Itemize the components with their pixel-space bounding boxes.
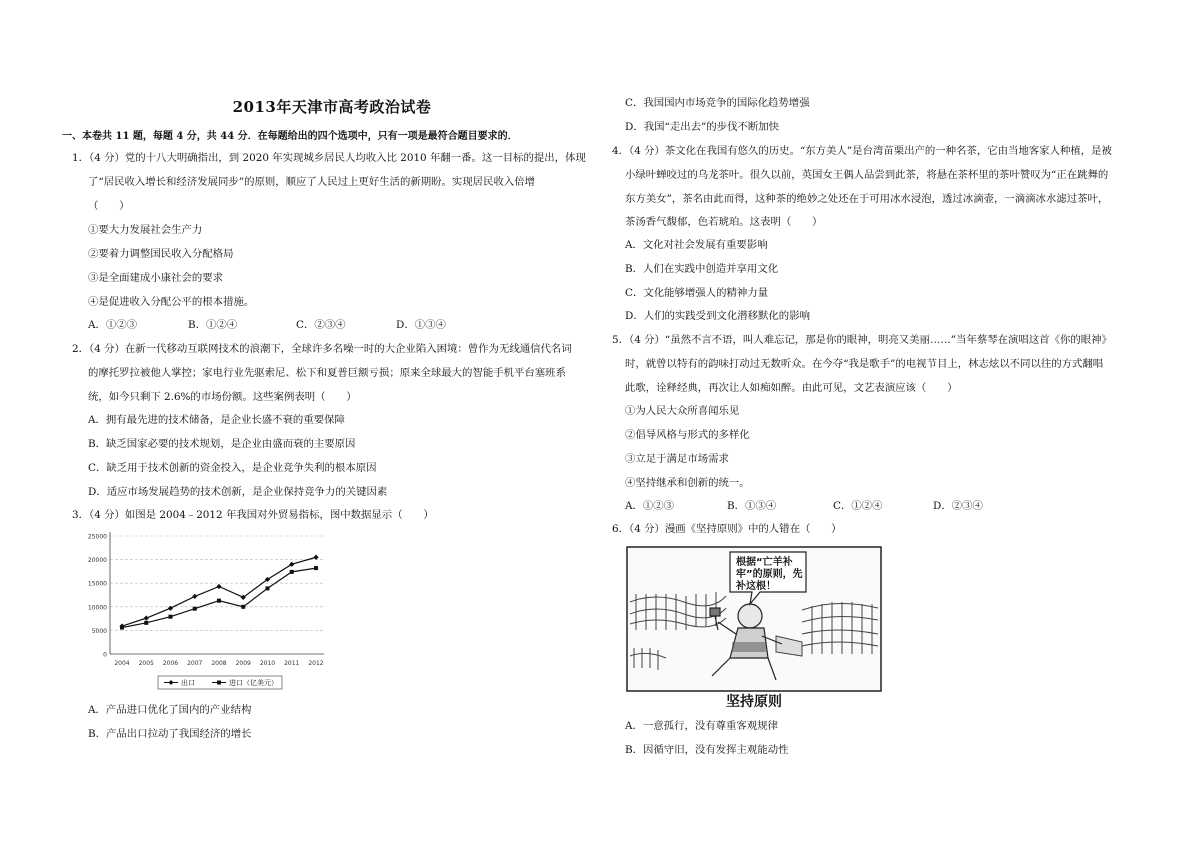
trade-chart: [82, 530, 332, 698]
data-point: [193, 607, 197, 611]
q4-option-d[interactable]: D．人们的实践受到文化潜移默化的影响: [625, 310, 810, 322]
q1-item-3: ③是全面建成小康社会的要求: [88, 272, 224, 284]
data-point: [241, 605, 245, 609]
legend-label: 出口: [181, 679, 195, 687]
q1-stem-line-1: 1．（4 分）党的十八大明确指出，到 2020 年实现城乡居民人均收入比 2010 年翻一番。这一目标的提出，体现: [72, 152, 586, 164]
y-tick-label: 25000: [87, 533, 107, 541]
data-point: [168, 606, 173, 611]
data-point: [120, 626, 124, 630]
x-tick-label: 2008: [211, 660, 227, 667]
trade-chart-svg: [82, 530, 332, 698]
q3-option-b[interactable]: B．产品出口拉动了我国经济的增长: [88, 728, 252, 740]
q2-stem-line-1: 2．（4 分）在新一代移动互联网技术的浪潮下，全球许多名噪一时的大企业陷入困境：曾作为无线通信代名词: [72, 343, 572, 355]
q1-option-a[interactable]: A．①②③: [88, 319, 138, 331]
section-instruction: 一、本卷共 11 题，每题 4 分，共 44 分．在每题给出的四个选项中，只有一项是最符合题目要求的．: [62, 131, 518, 142]
q6-stem: 6．（4 分）漫画《坚持原则》中的人错在（ ）: [612, 523, 842, 535]
q6-option-a[interactable]: A．一意孤行，没有尊重客观规律: [625, 720, 778, 732]
y-tick-label: 10000: [87, 604, 107, 612]
q1-option-b[interactable]: B．①②④: [188, 319, 238, 331]
q5-stem-line-3: 此歌，诠释经典，再次让人如痴如醉。由此可见，文艺表演应该（ ）: [625, 382, 958, 394]
y-tick-label: 0: [103, 651, 107, 659]
q1-item-4: ④是促进收入分配公平的根本措施。: [88, 296, 255, 308]
q4-option-b[interactable]: B．人们在实践中创造并享用文化: [625, 263, 779, 275]
legend-marker: [217, 681, 221, 685]
q3-option-c[interactable]: C．我国国内市场竞争的国际化趋势增强: [625, 97, 810, 109]
series-line: [122, 557, 316, 626]
q1-item-2: ②要着力调整国民收入分配格局: [88, 248, 234, 260]
page-title: 2013年天津市高考政治试卷: [232, 98, 432, 116]
q2-stem-line-3: 统，如今只剩下 2.6%的市场份额。这些案例表明（ ）: [88, 391, 357, 403]
q3-option-d[interactable]: D．我国“走出去”的步伐不断加快: [625, 121, 780, 133]
x-tick-label: 2011: [284, 660, 300, 667]
series-line: [122, 568, 316, 627]
data-point: [192, 594, 197, 599]
q4-stem-line-2: 小绿叶蝉咬过的乌龙茶叶。很久以前，英国女王偶人品尝到此茶，将悬在茶杯里的茶叶赞叹为“正在跳舞的: [625, 169, 1109, 181]
q5-item-4: ④坚持继承和创新的统一。: [625, 477, 750, 489]
cartoon-speech-line-3: 补这根！: [736, 581, 776, 592]
q4-stem-line-3: 东方美女”，茶名由此而得，这种茶的绝妙之处还在于可用冰水浸泡，透过冰滴壶，一滴滴冰水滤过茶叶，: [625, 193, 1109, 205]
cartoon-image: [626, 546, 882, 710]
q5-option-c[interactable]: C．①②④: [833, 500, 883, 512]
q6-option-b[interactable]: B．因循守旧，没有发挥主观能动性: [625, 744, 789, 756]
y-tick-label: 20000: [87, 557, 107, 565]
q5-option-a[interactable]: A．①②③: [625, 500, 675, 512]
cartoon-svg: [626, 546, 882, 710]
q1-stem-line-2: 了“居民收入增长和经济发展同步”的原则，顺应了人民过上更好生活的新期盼。实现居民收入倍增: [88, 176, 536, 188]
q5-option-b[interactable]: B．①③④: [727, 500, 777, 512]
data-point: [144, 621, 148, 625]
q5-item-1: ①为人民大众所喜闻乐见: [625, 405, 740, 417]
q4-stem-line-4: 茶汤香气馥郁，色若琥珀。这表明（ ）: [625, 216, 823, 228]
q2-option-c[interactable]: C．缺乏用于技术创新的资金投入，是企业竞争失利的根本原因: [88, 462, 377, 474]
data-point: [313, 555, 318, 560]
data-point: [169, 615, 173, 619]
q4-option-a[interactable]: A．文化对社会发展有重要影响: [625, 239, 768, 251]
data-point: [144, 616, 149, 621]
legend-label: 进口（亿美元）: [229, 679, 278, 687]
q2-option-a[interactable]: A．拥有最先进的技术储备，是企业长盛不衰的重要保障: [88, 414, 345, 426]
q2-option-d[interactable]: D．适应市场发展趋势的技术创新，是企业保持竞争力的关键因素: [88, 486, 388, 498]
y-tick-label: 5000: [91, 627, 107, 635]
data-point: [216, 584, 221, 589]
q4-option-c[interactable]: C．文化能够增强人的精神力量: [625, 287, 769, 299]
cartoon-speech-line-2: 牢”的原则，先: [736, 569, 803, 580]
q5-item-2: ②倡导风格与形式的多样化: [625, 429, 750, 441]
q1-stem-line-3: （ ）: [88, 200, 130, 212]
x-tick-label: 2004: [114, 660, 130, 667]
q4-stem-line-1: 4．（4 分）茶文化在我国有悠久的历史。“东方美人”是台湾苗栗出产的一种名茶，它由当地客家人种植，是被: [612, 145, 1112, 157]
q5-item-3: ③立足于满足市场需求: [625, 453, 729, 465]
data-point: [314, 566, 318, 570]
q2-stem-line-2: 的摩托罗拉被他人掌控；家电行业先驱索尼、松下和夏普巨额亏损；原来全球最大的智能手机平台塞班系: [88, 367, 566, 379]
x-tick-label: 2007: [187, 660, 203, 667]
data-point: [266, 586, 270, 590]
q5-option-d[interactable]: D．②③④: [933, 500, 983, 512]
q3-stem: 3．（4 分）如图是 2004﹣2012 年我国对外贸易指标，图中数据显示（ ）: [72, 509, 434, 521]
cartoon-speech-line-1: 根据“亡羊补: [736, 557, 793, 568]
x-tick-label: 2005: [138, 660, 154, 667]
data-point: [290, 570, 294, 574]
q1-option-c[interactable]: C．②③④: [296, 319, 346, 331]
cartoon-caption: 坚持原则: [726, 694, 782, 710]
x-tick-label: 2009: [235, 660, 251, 667]
q5-stem-line-1: 5．（4 分）“虽然不言不语，叫人难忘记，那是你的眼神，明亮又美丽……”当年蔡琴在演唱这首《你的眼神》: [612, 334, 1112, 346]
q1-option-d[interactable]: D．①③④: [396, 319, 446, 331]
q2-option-b[interactable]: B．缺乏国家必要的技术规划，是企业由盛而衰的主要原因: [88, 438, 356, 450]
q1-item-1: ①要大力发展社会生产力: [88, 224, 203, 236]
x-tick-label: 2012: [308, 660, 324, 667]
data-point: [217, 599, 221, 603]
q5-stem-line-2: 时，就曾以特有的韵味打动过无数听众。在今夺“我是歌手”的电视节目上，林志炫以不同以往的方式翻唱: [625, 358, 1104, 370]
q3-option-a[interactable]: A．产品进口优化了国内的产业结构: [88, 704, 252, 716]
y-tick-label: 15000: [87, 580, 107, 588]
x-tick-label: 2006: [162, 660, 179, 667]
x-tick-label: 2010: [259, 660, 276, 667]
